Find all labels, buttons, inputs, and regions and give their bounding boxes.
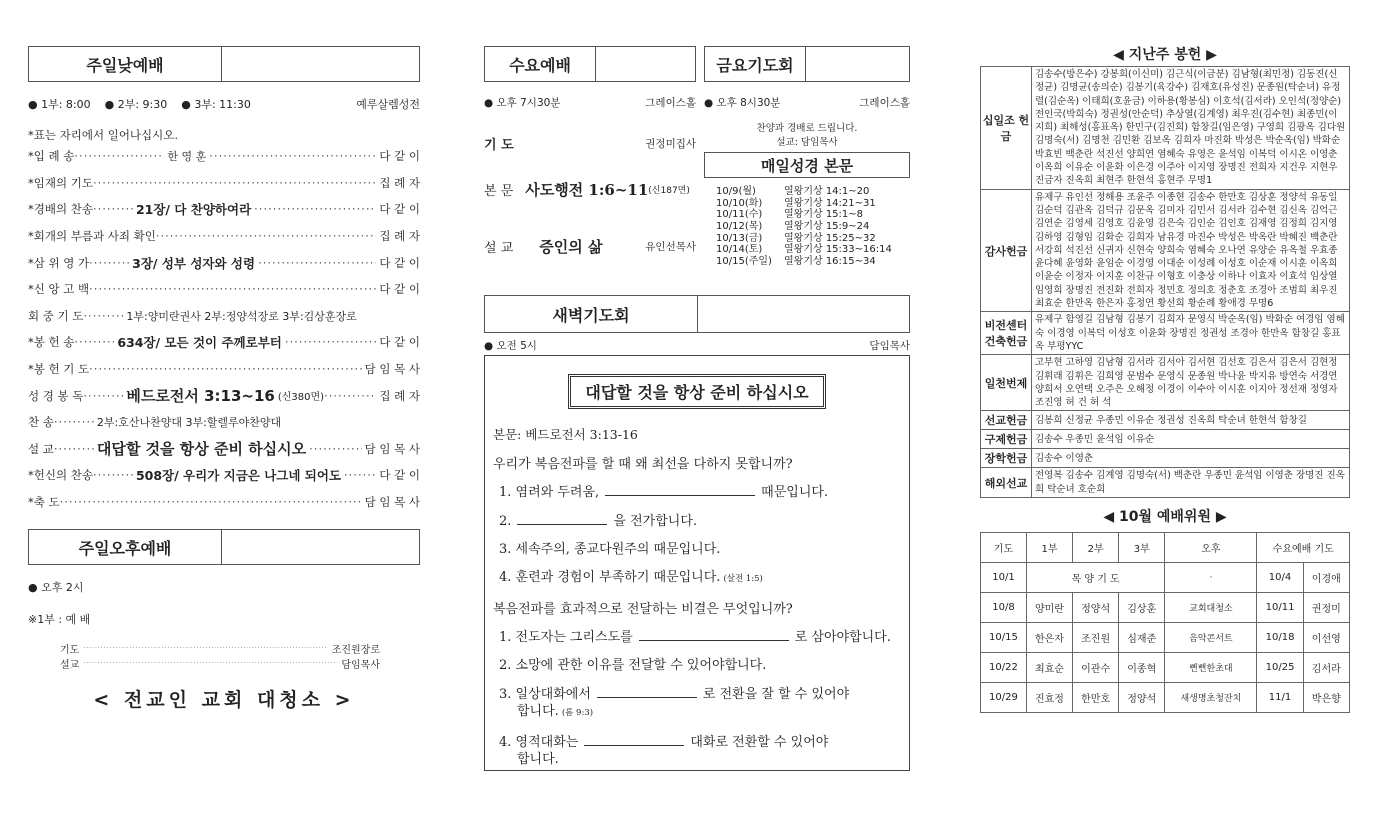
order-label: *삼 위 영 가: [28, 255, 90, 270]
note-item-text: 4. 훈련과 경험이 부족하기 때문입니다.: [499, 570, 721, 585]
schedule-part3: 심재준: [1119, 623, 1165, 653]
order-label: 회 중 기 도: [28, 308, 84, 323]
note-item-cont: 합니다.: [517, 704, 559, 719]
cleanup-notice: < 전교인 교회 대청소 >: [93, 689, 355, 712]
blank-line: [597, 685, 697, 698]
schedule-row: [981, 683, 1350, 713]
offering-category: 십일조 헌금: [981, 67, 1032, 190]
offering-category: 일천번제: [981, 355, 1032, 411]
schedule-wed-date: 10/11: [1257, 593, 1303, 623]
note-item-cont: 합니다.: [517, 752, 559, 767]
note-item-text: 2. 소망에 관한 이유를 전달할 수 있어야합니다.: [499, 658, 767, 673]
order-label: *임재의 기도: [28, 175, 93, 190]
order-row: [28, 249, 420, 276]
sermon-notes-text: 본문: 베드로전서 3:13-16: [493, 427, 638, 442]
bible-text: 열왕기상 15:33~16:14: [784, 244, 892, 256]
offering-category: 선교헌금: [981, 411, 1032, 430]
wednesday-text: 사도행전 1:6~11: [525, 181, 649, 199]
note-item-text: 1. 전도자는 그리스도를: [499, 630, 633, 645]
offerings-title: ◀ 지난주 봉헌 ▶: [1113, 47, 1217, 63]
sunday-pm-header: [28, 529, 420, 565]
schedule-part2: 정양석: [1073, 593, 1119, 623]
offering-row: [981, 449, 1350, 468]
order-leader: 집 례 자: [379, 175, 420, 190]
wednesday-preacher: 유인선목사: [645, 241, 696, 253]
order-label: *신 앙 고 백: [28, 282, 90, 297]
order-row: [28, 223, 420, 250]
sermon-notes-box: [484, 355, 910, 771]
schedule-date: 10/29: [981, 683, 1027, 713]
order-label: *축 도: [28, 495, 60, 510]
order-content-page: (신380면): [277, 392, 325, 404]
order-label: 성 경 봉 독: [28, 388, 84, 403]
order-row: [28, 489, 420, 516]
wednesday-sermon-label: 설 교: [484, 241, 514, 256]
order-row: [28, 409, 420, 436]
order-content: 3장/ 성부 성자와 성령: [132, 255, 256, 271]
note-item-end: 을 전가합니다.: [613, 514, 698, 529]
order-row: [28, 196, 420, 223]
dawn-time: ● 오전 5시: [484, 340, 537, 352]
sunday-times: [28, 96, 420, 112]
pm-sermon-label: 설교: [60, 660, 80, 672]
sermon-notes-title: 대답할 것을 항상 준비 하십시오: [568, 374, 825, 409]
time-2: ● 2부: 9:30: [104, 98, 168, 111]
order-label: *헌신의 찬송: [28, 468, 93, 483]
bible-date: 10/9(월): [716, 186, 756, 198]
blank-line: [639, 628, 789, 641]
schedule-part1: 진효정: [1026, 683, 1072, 713]
bible-date: 10/11(수): [716, 209, 763, 221]
order-content: 2부:호산나찬양대 3부:할렐루야찬양대: [96, 416, 282, 430]
pm-prayer-label: 기도: [60, 645, 80, 657]
order-label: 찬 송: [28, 415, 54, 430]
sunday-place: 예루살렘성전: [356, 98, 420, 111]
daily-bible-list: [704, 184, 910, 265]
order-content: 508장/ 우리가 지금은 나그네 되어도: [135, 468, 341, 484]
note-item: [493, 569, 901, 588]
order-content: 베드로전서 3:13~16: [126, 387, 275, 406]
offerings-table: [980, 66, 1350, 498]
schedule-wed-name: 김서라: [1303, 653, 1349, 683]
schedule-part3: 정양석: [1119, 683, 1165, 713]
wednesday-header: [484, 46, 696, 82]
order-content: 634장/ 모든 것이 주께로부터: [117, 335, 282, 351]
friday-line2: 설교: 담임목사: [776, 137, 838, 148]
wednesday-text-label: 본 문: [484, 184, 514, 199]
blank-line: [605, 483, 755, 496]
offering-names: 김봉희 신정균 우종민 이유순 정권성 진옥희 탁순녀 한현석 함창길: [1032, 411, 1350, 430]
schedule-part2: 이관수: [1073, 653, 1119, 683]
order-leader: 다 같 이: [379, 335, 420, 350]
wednesday-section: [484, 46, 696, 257]
offering-category: 비전센터 건축헌금: [981, 312, 1032, 355]
note-item-end: 때문입니다.: [761, 485, 829, 500]
schedule-date: 10/8: [981, 593, 1027, 623]
bible-row: [716, 254, 910, 266]
offering-row: [981, 189, 1350, 312]
schedule-wed-date: 10/4: [1257, 563, 1303, 593]
question-2-items: [493, 628, 901, 768]
pm-prayer-row: [60, 641, 380, 656]
schedule-header: 3부: [1119, 533, 1165, 563]
schedule-part1: 한은자: [1026, 623, 1072, 653]
time-1: ● 1부: 8:00: [28, 98, 91, 111]
bible-text: 열왕기상 14:1~20: [784, 186, 870, 198]
offering-category: 장학헌금: [981, 449, 1032, 468]
offering-names: 유제구 함영길 김남형 김봉기 김희자 문영식 박순옥(임) 박화순 여경임 염혜숙 이경영 이복덕 이성호 이윤화 장명진 정권성 조경아 한만옥 함창길 홍표옥 부평YYC: [1032, 312, 1350, 355]
offering-row: [981, 355, 1350, 411]
note-item: [493, 628, 901, 646]
order-row: [28, 329, 420, 356]
offering-names: 김송수 우종민 윤석임 이유순: [1032, 430, 1350, 449]
note-item-ref: (살전 1:5): [723, 574, 763, 584]
pm-sermon-row: [60, 656, 380, 671]
schedule-wed-name: 이경애: [1303, 563, 1349, 593]
note-item-end: 대화로 전환할 수 있어야: [690, 735, 829, 750]
wednesday-prayer-label: 기 도: [484, 138, 514, 153]
bible-date: 10/14(토): [716, 244, 763, 256]
bible-text: 열왕기상 16:15~34: [784, 255, 876, 267]
offering-names: 김송수(방은수) 강봉희(이신미) 김근식(이금분) 김남형(최민정) 김동진(신정균) 김명균(송의순) 김봉기(육강수) 김재호(유성진) 문종원(탁순녀) 유정렬(김순옥) 이태희(호윤금) 이하용(황봉심) 이호석(김서라) 오인석(정양순) 전인국(박희숙) 정권성(안순덕) 추상열(김계영) 최우진(김수현) 최종민(이지희) 최해성(홍표옥) 한민구(김진희) 함창길(임은영) 구영희 김광옥 김다원 김명숙(서) 김명천 김민환 김보옥 김희자 마진화 박성은 박순옥(임) 박화순 박효빈 백춘란 석진선 양희연 염혜숙 유영은 윤석임 이복덕 이시온 이영춘 이옥희 이유순 이윤화 이은경 이주아 이지영 장명진 전희자 지건우 지현우 진금자 진옥희 최현주 한현석 홍현주 무명1: [1032, 67, 1350, 190]
sunday-pm-title: 주일오후예배: [29, 530, 222, 564]
question-1-items: [493, 483, 901, 588]
schedule-row: [981, 593, 1350, 623]
schedule-part2: 조진원: [1073, 623, 1119, 653]
friday-section: [704, 46, 910, 265]
question-1: 우리가 복음전파를 할 때 왜 최선을 다하지 못합니까?: [493, 457, 793, 472]
note-item-end: 로 삼아야합니다.: [794, 630, 891, 645]
schedule-part1: 양미란: [1026, 593, 1072, 623]
schedule-header: 수요예배 기도: [1257, 533, 1350, 563]
offering-row: [981, 430, 1350, 449]
schedule-wed-date: 10/18: [1257, 623, 1303, 653]
offering-column: [980, 0, 1350, 713]
order-row: [28, 170, 420, 197]
schedule-afternoon: 교회대청소: [1165, 593, 1257, 623]
dawn-leader: 담임목사: [869, 340, 910, 352]
schedule-wed-name: 이선영: [1303, 623, 1349, 653]
schedule-part3: 김상훈: [1119, 593, 1165, 623]
schedule-row: [981, 623, 1350, 653]
schedule-title: ◀ 10월 예배위원 ▶: [1103, 509, 1227, 526]
schedule-date: 10/1: [981, 563, 1027, 593]
dawn-header: [484, 295, 910, 333]
bible-date: 10/15(주일): [716, 255, 772, 267]
offering-names: 김송수 이영춘: [1032, 449, 1350, 468]
sunday-pm-time: ● 오후 2시: [28, 581, 84, 595]
schedule-date: 10/22: [981, 653, 1027, 683]
order-leader: 집 례 자: [379, 229, 420, 244]
bible-date: 10/13(금): [716, 232, 763, 244]
friday-line1: 찬양과 경배로 드립니다.: [756, 123, 858, 134]
schedule-header-row: [981, 533, 1350, 563]
schedule-table: [980, 532, 1350, 713]
schedule-date: 10/15: [981, 623, 1027, 653]
friday-title: 금요기도회: [705, 47, 806, 81]
sunday-header: [28, 46, 420, 82]
note-item-text: 2.: [499, 514, 512, 529]
sunday-column: [28, 0, 420, 712]
blank-line: [584, 733, 684, 746]
note-item: [493, 657, 901, 674]
dawn-title: 새벽기도회: [485, 296, 698, 332]
schedule-header: 기도: [981, 533, 1027, 563]
order-content: 21장/ 다 찬양하여라: [135, 202, 252, 218]
dawn-section: [484, 295, 910, 353]
offering-names: 전영복 김송수 김계영 김명숙(서) 백춘란 우종민 윤석임 이영춘 장명진 진옥희 탁순녀 호순희: [1032, 468, 1350, 498]
offering-row: [981, 312, 1350, 355]
wednesday-sermon: 증인의 삶: [539, 238, 603, 256]
offering-row: [981, 411, 1350, 430]
sunday-title: 주일낮예배: [29, 47, 222, 81]
offering-names: 유제구 유인선 정해용 조윤주 이종현 김송수 한만호 김상훈 정양석 유동일 김순덕 김관옥 김덕규 김문옥 김미자 김민서 김서라 김수현 김신옥 김억근 김연순 김영세 김영호 김윤영 김은숙 김인순 김인호 김재영 김정희 김지영 김하영 김형임 김화순 김희자 남유경 마진수 박성은 박옥란 박혜진 백춘란 서강희 석진선 신귀자 신현숙 양희숙 염혜숙 오나연 유양순 유옥철 우효종 윤다혜 윤영화 윤임순 이경영 이대순 이성례 이성호 이순재 이시훈 이옥희 이윤순 이정자 이지훈 이찬규 이형호 이충상 이하나 이효자 이효석 임상열 임영희 장명진 전진화 전희자 정민호 정의호 정춘호 조경아 조범희 최우진 최효순 한만옥 한은자 홍정연 황선희 황순례 황애경 무명6: [1032, 189, 1350, 312]
order-row: [28, 276, 420, 303]
pm-prayer-name: 조진원장로: [331, 645, 380, 657]
friday-header: [704, 46, 910, 82]
note-item: [493, 512, 901, 530]
order-label: *회개의 부름과 사죄 확인: [28, 229, 156, 244]
pm-sermon-name: 담임목사: [341, 660, 380, 672]
friday-place: 그레이스홀: [859, 97, 910, 109]
schedule-wed-date: 11/1: [1257, 683, 1303, 713]
order-row: [28, 303, 420, 330]
order-leader: 담 임 목 사: [364, 362, 420, 377]
order-label: *경배의 찬송: [28, 202, 93, 217]
order-row: [28, 436, 420, 463]
offering-category: 해외선교: [981, 468, 1032, 498]
order-leader: 다 같 이: [379, 282, 420, 297]
order-leader: 다 같 이: [379, 255, 420, 270]
order-of-worship: [28, 143, 420, 515]
offering-category: 구제헌금: [981, 430, 1032, 449]
schedule-wed-name: 권정미: [1303, 593, 1349, 623]
bible-date: 10/12(목): [716, 221, 763, 233]
schedule-header: 1부: [1026, 533, 1072, 563]
note-item-end: 로 전환을 잘 할 수 있어야: [702, 687, 850, 702]
schedule-part3: 이종혁: [1119, 653, 1165, 683]
daily-bible-title: 매일성경 본문: [704, 152, 910, 178]
order-leader: 다 같 이: [379, 468, 420, 483]
order-leader: 담 임 목 사: [364, 441, 420, 456]
order-row: [28, 143, 420, 170]
bible-text: 열왕기상 15:9~24: [784, 221, 870, 233]
order-row: [28, 462, 420, 489]
note-item: [493, 541, 901, 558]
schedule-row: [981, 563, 1350, 593]
friday-time: ● 오후 8시30분: [704, 97, 781, 109]
note-item: [493, 483, 901, 501]
schedule-header: 오후: [1165, 533, 1257, 563]
order-label: *입 례 송: [28, 149, 75, 164]
wednesday-prayer-person: 권정미집사: [645, 138, 696, 150]
schedule-afternoon: 뻔뻔한초대: [1165, 653, 1257, 683]
note-item: [493, 685, 901, 722]
standing-note: *표는 자리에서 일어나십시오.: [28, 128, 179, 142]
schedule-row: [981, 653, 1350, 683]
note-item-text: 4. 영적대화는: [499, 735, 579, 750]
question-2: 복음전파를 효과적으로 전달하는 비결은 무엇입니까?: [493, 602, 793, 617]
wednesday-place: 그레이스홀: [645, 97, 696, 109]
order-label: 설 교: [28, 441, 54, 456]
schedule-wed-date: 10/25: [1257, 653, 1303, 683]
schedule-afternoon: ·: [1165, 563, 1257, 593]
order-content: 대답할 것을 항상 준비 하십시오: [96, 440, 307, 459]
bible-text: 열왕기상 15:25~32: [784, 232, 876, 244]
note-item-text: 3. 일상대화에서: [499, 687, 591, 702]
time-3: ● 3부: 11:30: [181, 98, 251, 111]
schedule-wed-name: 박은향: [1303, 683, 1349, 713]
order-row: [28, 382, 420, 409]
order-leader: 담 임 목 사: [364, 495, 420, 510]
schedule-header: 2부: [1073, 533, 1119, 563]
order-leader: 다 같 이: [379, 202, 420, 217]
note-item-text: 1. 염려와 두려움,: [499, 485, 600, 500]
wednesday-time: ● 오후 7시30분: [484, 97, 561, 109]
order-leader: 다 같 이: [379, 149, 420, 164]
bible-text: 열왕기상 14:21~31: [784, 197, 876, 209]
order-content: 한 영 훈: [167, 150, 207, 164]
sunday-pm-part: ※1부 : 예 배: [28, 613, 91, 627]
bible-text: 열왕기상 15:1~8: [784, 209, 864, 221]
schedule-part2: 한만호: [1073, 683, 1119, 713]
note-item: [493, 733, 901, 768]
order-label: *봉 헌 기 도: [28, 362, 90, 377]
blank-line: [517, 512, 607, 525]
note-item-ref: (롬 9:3): [561, 708, 594, 718]
order-content: 1부:양미란권사 2부:정양석장로 3부:김상훈장로: [126, 309, 357, 323]
schedule-part1: 최효순: [1026, 653, 1072, 683]
bible-date: 10/10(화): [716, 197, 763, 209]
schedule-afternoon: 새생명초청잔치: [1165, 683, 1257, 713]
order-row: [28, 356, 420, 383]
note-item-text: 3. 세속주의, 종교다원주의 때문입니다.: [499, 542, 721, 557]
offering-names: 고부현 고하영 김남형 김서라 김서아 김서현 김선호 김은서 김은서 김현정 김휘래 김휘은 김희영 문범수 문영식 문종원 박나윤 박지유 방연숙 서경연 양희서 오연택 오주은 오해정 이경이 이수아 이시훈 이지아 정선재 정영자 조진영 허 건 허 석: [1032, 355, 1350, 411]
offering-row: [981, 468, 1350, 498]
order-leader: 집 례 자: [379, 388, 420, 403]
wednesday-text-page: (신187면): [648, 186, 690, 196]
offering-row: [981, 67, 1350, 190]
wednesday-title: 수요예배: [485, 47, 596, 81]
schedule-pastor: 목 양 기 도: [1026, 563, 1164, 593]
offering-category: 감사헌금: [981, 189, 1032, 312]
schedule-afternoon: 음악콘서트: [1165, 623, 1257, 653]
order-label: *봉 헌 송: [28, 335, 75, 350]
